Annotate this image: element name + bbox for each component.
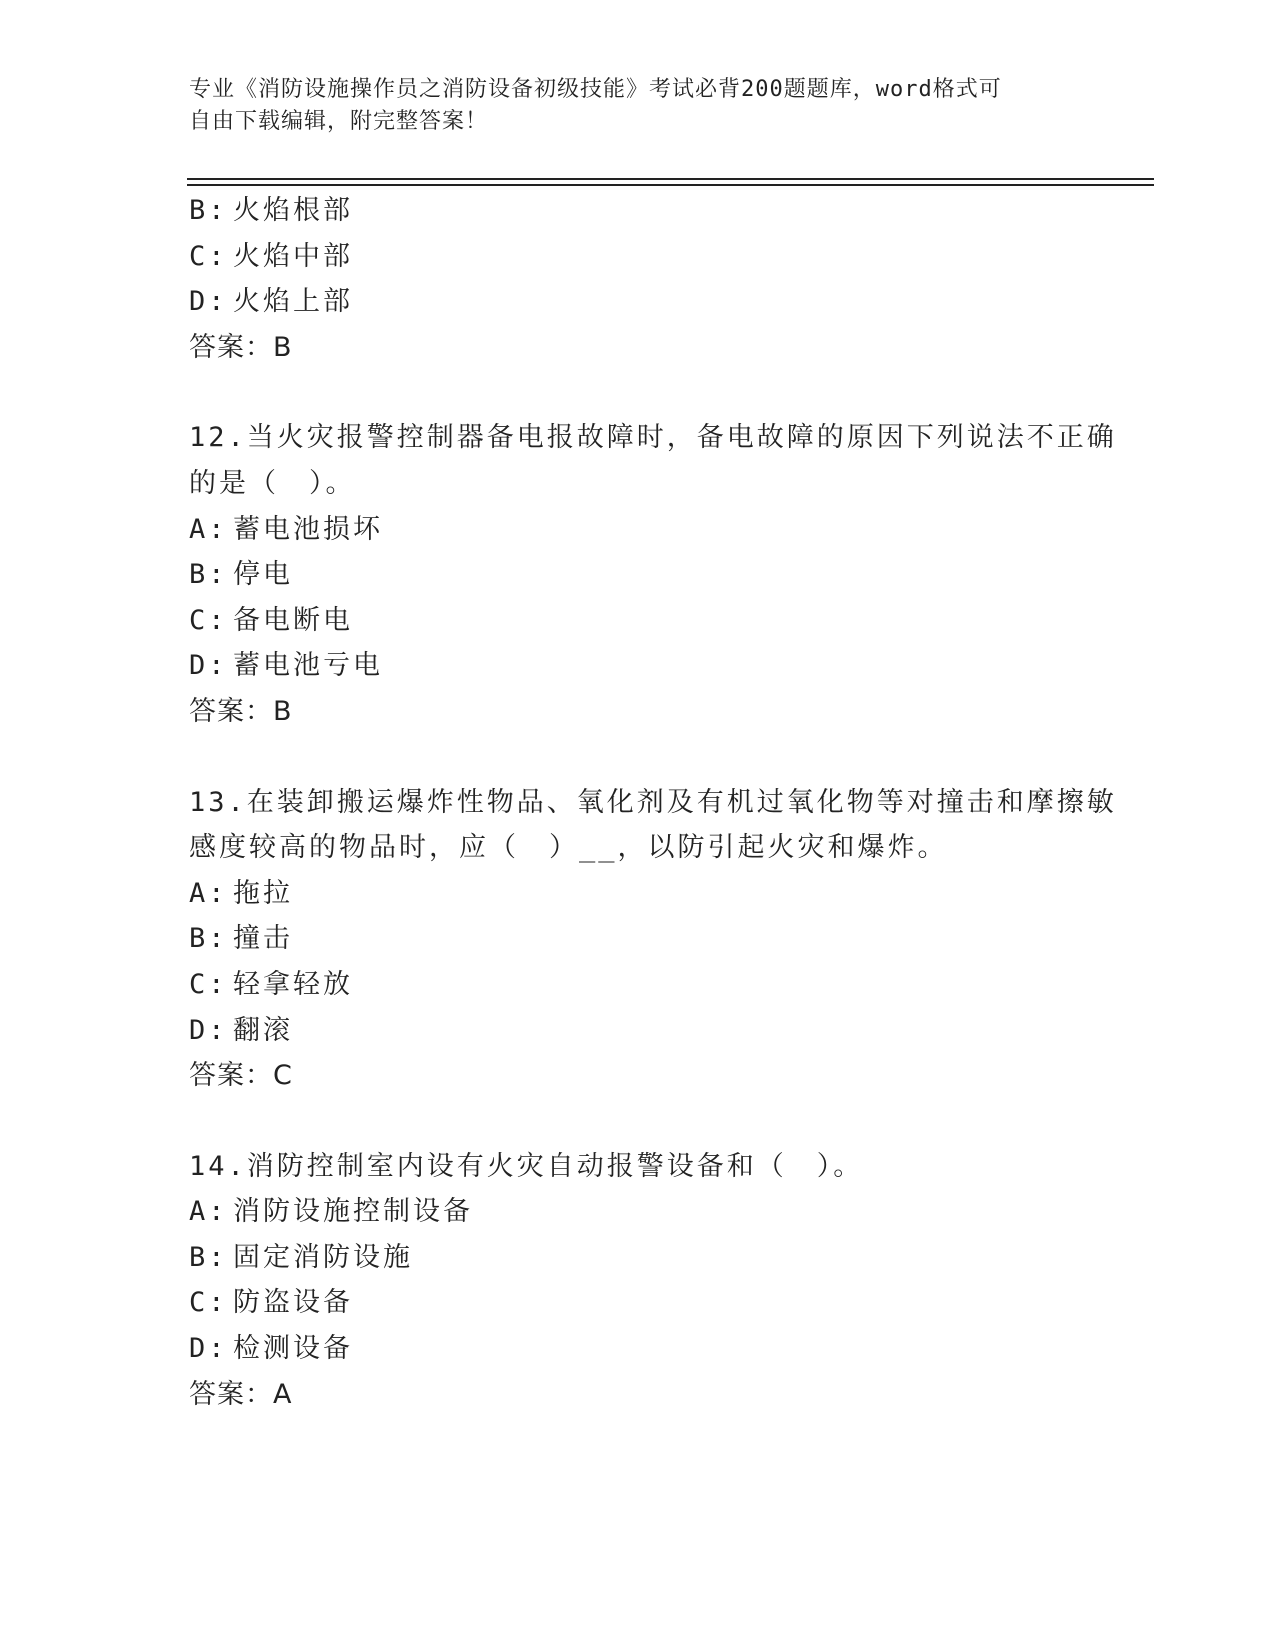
answer-line: 答案：A bbox=[189, 1378, 293, 1410]
option-text: 撞击 bbox=[233, 923, 293, 955]
option-letter: D: bbox=[189, 1014, 228, 1046]
question-list bbox=[189, 188, 1117, 1417]
question-14 bbox=[189, 1144, 1109, 1418]
option-text: 火焰根部 bbox=[233, 195, 353, 226]
option-text: 火焰上部 bbox=[233, 286, 353, 318]
option-text: 蓄电池损坏 bbox=[233, 513, 383, 545]
question-stem-line-2: 的是（ ）。 bbox=[189, 467, 356, 499]
option-letter: B: bbox=[189, 923, 228, 955]
header-line-2: 自由下载编辑，附完整答案！ bbox=[189, 109, 489, 134]
question-13 bbox=[189, 780, 1117, 1099]
option-a bbox=[189, 1189, 1109, 1235]
option-b bbox=[189, 916, 1109, 962]
option-text: 检测设备 bbox=[233, 1333, 353, 1365]
header-divider-bottom bbox=[187, 184, 1154, 186]
question-stem-line-1: 12.当火灾报警控制器备电报故障时，备电故障的原因下列说法不正确 bbox=[189, 422, 1117, 454]
option-b bbox=[189, 552, 1109, 598]
header-divider-top bbox=[187, 178, 1154, 180]
option-c bbox=[189, 234, 1109, 280]
question-stem-line-1: 14.消防控制室内设有火灾自动报警设备和（ ）。 bbox=[189, 1150, 864, 1182]
option-text: 拖拉 bbox=[233, 877, 293, 909]
option-letter: B: bbox=[189, 195, 228, 226]
answer-line: 答案：B bbox=[189, 695, 293, 727]
option-text: 火焰中部 bbox=[233, 240, 353, 272]
option-d bbox=[189, 1326, 1109, 1372]
question-stem-line-1: 13.在装卸搬运爆炸性物品、氧化剂及有机过氧化物等对撞击和摩擦敏 bbox=[189, 786, 1117, 818]
option-d bbox=[189, 279, 1109, 325]
question-stem-line-2: 感度较高的物品时，应（ ）__，以防引起火灾和爆炸。 bbox=[189, 832, 948, 864]
option-letter: C: bbox=[189, 240, 228, 272]
option-a bbox=[189, 871, 1109, 917]
option-letter: A: bbox=[189, 513, 228, 545]
option-letter: D: bbox=[189, 650, 228, 682]
option-text: 备电断电 bbox=[233, 604, 353, 636]
option-c bbox=[189, 1280, 1109, 1326]
option-letter: B: bbox=[189, 559, 228, 591]
answer-line: 答案：B bbox=[189, 331, 293, 363]
option-text: 翻滚 bbox=[233, 1014, 293, 1046]
option-c bbox=[189, 598, 1109, 644]
option-text: 停电 bbox=[233, 559, 293, 591]
question-12 bbox=[189, 415, 1117, 734]
option-c bbox=[189, 962, 1109, 1008]
option-d bbox=[189, 643, 1109, 689]
option-letter: C: bbox=[189, 1287, 228, 1319]
option-letter: A: bbox=[189, 1196, 228, 1228]
question-11-partial bbox=[189, 188, 1109, 370]
option-a bbox=[189, 507, 1109, 553]
option-d bbox=[189, 1008, 1109, 1054]
option-letter: B: bbox=[189, 1241, 228, 1273]
option-b bbox=[189, 188, 1109, 234]
answer-line: 答案：C bbox=[189, 1060, 293, 1092]
option-text: 固定消防设施 bbox=[233, 1241, 413, 1273]
option-text: 消防设施控制设备 bbox=[233, 1196, 473, 1228]
option-letter: C: bbox=[189, 968, 228, 1000]
option-letter: A: bbox=[189, 877, 228, 909]
option-text: 蓄电池亏电 bbox=[233, 650, 383, 682]
option-letter: C: bbox=[189, 604, 228, 636]
header-line-1: 专业《消防设施操作员之消防设备初级技能》考试必背200题题库，word格式可 bbox=[189, 77, 1002, 102]
document-header bbox=[189, 74, 1089, 138]
option-letter: D: bbox=[189, 286, 228, 318]
option-text: 轻拿轻放 bbox=[233, 968, 353, 1000]
option-b bbox=[189, 1235, 1109, 1281]
option-text: 防盗设备 bbox=[233, 1287, 353, 1319]
option-letter: D: bbox=[189, 1333, 228, 1365]
